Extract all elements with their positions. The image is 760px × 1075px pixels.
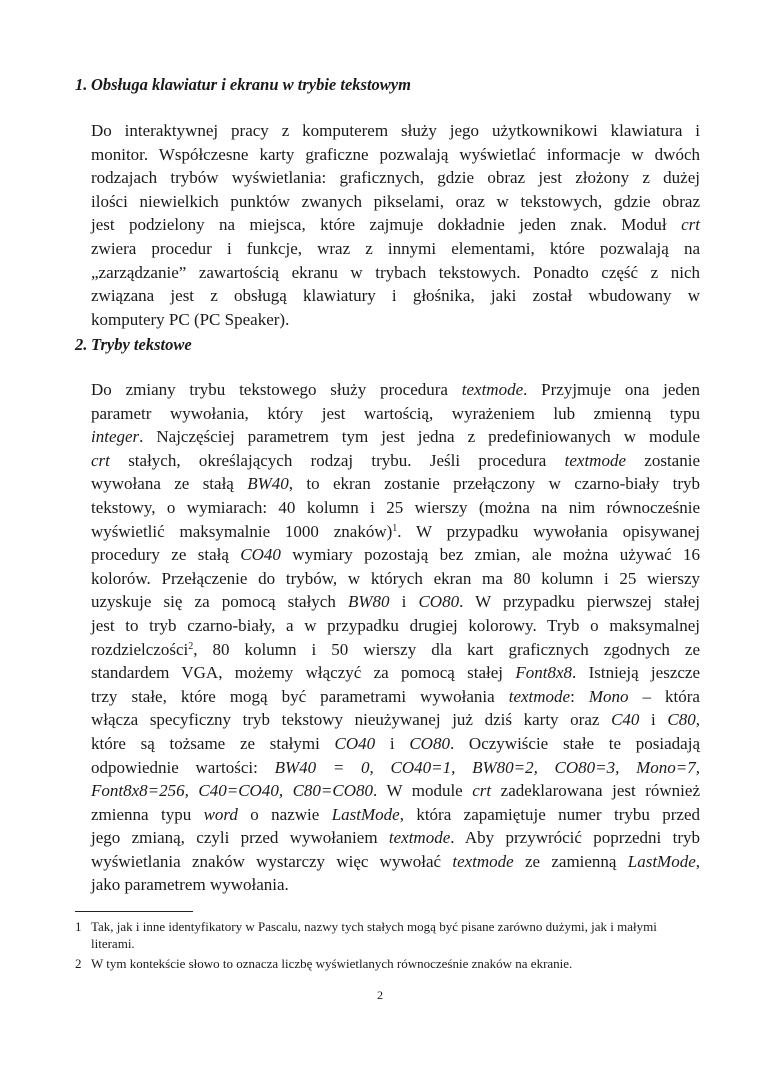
text-run: wymiary pozostają bez zmian, ale można używać 16: [280, 545, 700, 565]
section-heading-2: [75, 335, 192, 355]
text-run: rozdzielczości: [91, 639, 189, 659]
text-run: . W przypadku wywołania opisywanej: [397, 521, 700, 541]
italic-text: crt: [681, 215, 700, 235]
text-line: [91, 756, 700, 780]
italic-text: crt: [91, 450, 110, 470]
text-run: o nazwie: [237, 804, 332, 824]
footnote-2: [75, 955, 700, 972]
text-line: [91, 496, 700, 520]
text-run: komputery PC (PC Speaker).: [91, 309, 290, 329]
text-run: włącza specyficzny tryb tekstowy nieużywanej już dziś karty oraz: [91, 710, 612, 730]
italic-text: textmode: [452, 851, 514, 871]
text-line: [91, 261, 700, 285]
text-line: [91, 685, 700, 709]
text-run: , to ekran zostanie przełączony w czarno-biały tryb: [288, 474, 700, 494]
italic-text: textmode: [508, 686, 571, 706]
text-run: wyświetlania znaków wystarczy więc wywołać: [91, 851, 453, 871]
text-run: . Istnieją jeszcze: [572, 663, 701, 683]
text-run: – która: [628, 686, 700, 706]
text-line: [91, 779, 700, 803]
text-line: [91, 378, 700, 402]
text-run: jako parametrem wywołania.: [91, 875, 289, 895]
text-line: [91, 850, 700, 874]
text-line: [91, 826, 700, 850]
footnote-number: 1: [75, 919, 82, 934]
text-run: rodzajach trybów wyświetlania: graficznych, gdzie obraz jest złożony z dużej: [91, 168, 700, 188]
text-run: parametr wywołania, który jest wartością, wyrażeniem lub zmienną typu: [91, 403, 700, 423]
text-run: , która zapamiętuje numer trybu przed: [399, 804, 700, 824]
section-1-paragraph: [91, 119, 700, 331]
italic-text: CO80: [409, 733, 450, 753]
page-number: 2: [377, 988, 383, 1002]
footnote-text: W tym kontekście słowo to oznacza liczbę wyświetlanych równocześnie znaków na ekranie.: [91, 956, 573, 971]
text-run: tekstowy, o wymiarach: 40 kolumn i 25 wierszy (można na nim równocześnie: [91, 497, 700, 517]
text-run: jego zmianą, czyli przed wywołaniem: [91, 828, 389, 848]
text-line: [91, 402, 700, 426]
text-run: i: [389, 592, 419, 612]
section-title: Obsługa klawiatur i ekranu w trybie tekstowym: [91, 75, 411, 94]
text-run: trzy stałe, które mogą być parametrami wywołania: [91, 686, 509, 706]
text-run: ilości niewielkich punktów zwanych pikselami, oraz w tekstowych, gdzie obraz: [91, 191, 700, 211]
text-run: . Przyjmuje ona jeden: [523, 380, 700, 399]
text-run: jest podzielony na miejsca, które zajmuje dokładnie jeden znak. Moduł: [91, 215, 682, 235]
text-run: „zarządzanie” zawartością ekranu w trybach tekstowych. Ponadto część z nich: [91, 262, 700, 282]
footnote-1: [75, 918, 700, 952]
italic-text: Font8x8: [515, 663, 573, 683]
text-line: [91, 520, 700, 544]
text-run: związana jest z obsługą klawiatury i głośnika, jaki został wbudowany w: [91, 286, 700, 306]
text-run: . W module: [373, 781, 473, 801]
text-run: jest to tryb czarno-biały, a w przypadku drugiej kolorowy. Tryb o maksymalnej: [91, 615, 700, 635]
text-run: wywołana ze stałą: [91, 474, 248, 494]
text-run: kolorów. Przełączenie do trybów, w których ekran ma 80 kolumn i 25 wierszy: [91, 568, 700, 588]
text-run: i: [639, 710, 668, 730]
text-run: Do zmiany trybu tekstowego służy procedura: [91, 380, 462, 399]
text-line: [91, 803, 700, 827]
text-line: [91, 213, 700, 237]
text-line: [91, 567, 700, 591]
text-run: zadeklarowana jest również: [491, 781, 700, 801]
italic-text: Mono: [588, 686, 629, 706]
text-run: ze zamienną: [513, 851, 628, 871]
text-line: [91, 190, 700, 214]
text-run: stałych, określających rodzaj trybu. Jeśli procedura: [109, 450, 565, 470]
italic-text: BW40 = 0, CO40=1, BW80=2, CO80=3, Mono=7,: [274, 757, 700, 777]
text-run: które są tożsame ze stałymi: [91, 733, 335, 753]
italic-text: C40: [611, 710, 640, 730]
footnote-number: 2: [75, 956, 82, 971]
text-line: [91, 614, 700, 638]
italic-text: CO40: [334, 733, 376, 753]
text-line: [91, 308, 700, 332]
text-run: uzyskuje się za pomocą stałych: [91, 592, 348, 612]
text-line: [91, 449, 700, 473]
text-run: . Najczęściej parametrem tym jest jedna z predefiniowanych w module: [139, 427, 700, 447]
italic-text: integer: [91, 427, 140, 447]
text-line: [91, 237, 700, 261]
text-line: [91, 543, 700, 567]
section-number: 1.: [75, 75, 88, 94]
italic-text: LastMode: [331, 804, 400, 824]
footnote-reference: 2: [188, 640, 194, 652]
italic-text: CO40: [240, 545, 281, 565]
text-run: wyświetlić maksymalnie 1000 znaków): [91, 521, 393, 541]
section-title: Tryby tekstowe: [91, 335, 192, 354]
text-line: [91, 708, 700, 732]
italic-text: crt: [472, 781, 492, 801]
text-run: . Oczywiście stałe te posiadają: [449, 733, 700, 753]
section-heading-1: [75, 75, 411, 95]
text-line: [91, 873, 700, 897]
italic-text: textmode: [461, 380, 524, 399]
text-line: [91, 425, 700, 449]
text-line: [91, 143, 700, 167]
section-2-paragraph: [91, 378, 700, 897]
footnote-separator: [75, 911, 193, 912]
text-line: [91, 661, 700, 685]
text-run: Do interaktywnej pracy z komputerem służy jego użytkownikowi klawiatura i: [91, 121, 700, 140]
footnote-reference: 1: [392, 522, 398, 534]
text-run: i: [375, 733, 410, 753]
text-line: [91, 590, 700, 614]
italic-text: word: [203, 804, 238, 824]
italic-text: C80: [667, 710, 696, 730]
footnote-text: Tak, jak i inne identyfikatory w Pascalu, nazwy tych stałych mogą być pisane zarówno dużymi, jak i małymi literami.: [91, 919, 657, 951]
text-run: , 80 kolumn i 50 wierszy dla kart graficznych zgodnych ze: [193, 639, 700, 659]
text-run: . Aby przywrócić poprzedni tryb: [450, 828, 700, 848]
text-run: monitor. Współczesne karty graficzne pozwalają wyświetlać informacje w dwóch: [91, 144, 700, 164]
italic-text: BW40: [247, 474, 289, 494]
text-run: zostanie: [626, 450, 700, 470]
text-run: zwiera procedur i funkcje, wraz z innymi elementami, które pozwalają na: [91, 238, 700, 258]
text-run: :: [570, 686, 589, 706]
text-run: procedury ze stałą: [91, 545, 241, 565]
text-line: [91, 119, 700, 143]
text-line: [91, 166, 700, 190]
text-line: [91, 732, 700, 756]
text-run: ,: [695, 851, 701, 871]
text-run: . W przypadku pierwszej stałej: [459, 592, 700, 612]
text-line: [91, 472, 700, 496]
italic-text: Font8x8=256, C40=CO40, C80=CO80: [91, 781, 374, 801]
text-line: [91, 638, 700, 662]
section-number: 2.: [75, 335, 88, 354]
italic-text: LastMode: [627, 851, 696, 871]
text-run: standardem VGA, możemy włączyć za pomocą stałej: [91, 663, 516, 683]
text-run: ,: [695, 710, 700, 730]
italic-text: CO80: [418, 592, 460, 612]
text-run: zmienna typu: [91, 804, 204, 824]
text-run: odpowiednie wartości:: [91, 757, 275, 777]
italic-text: textmode: [388, 828, 451, 848]
text-line: [91, 284, 700, 308]
italic-text: BW80: [347, 592, 390, 612]
italic-text: textmode: [564, 450, 626, 470]
